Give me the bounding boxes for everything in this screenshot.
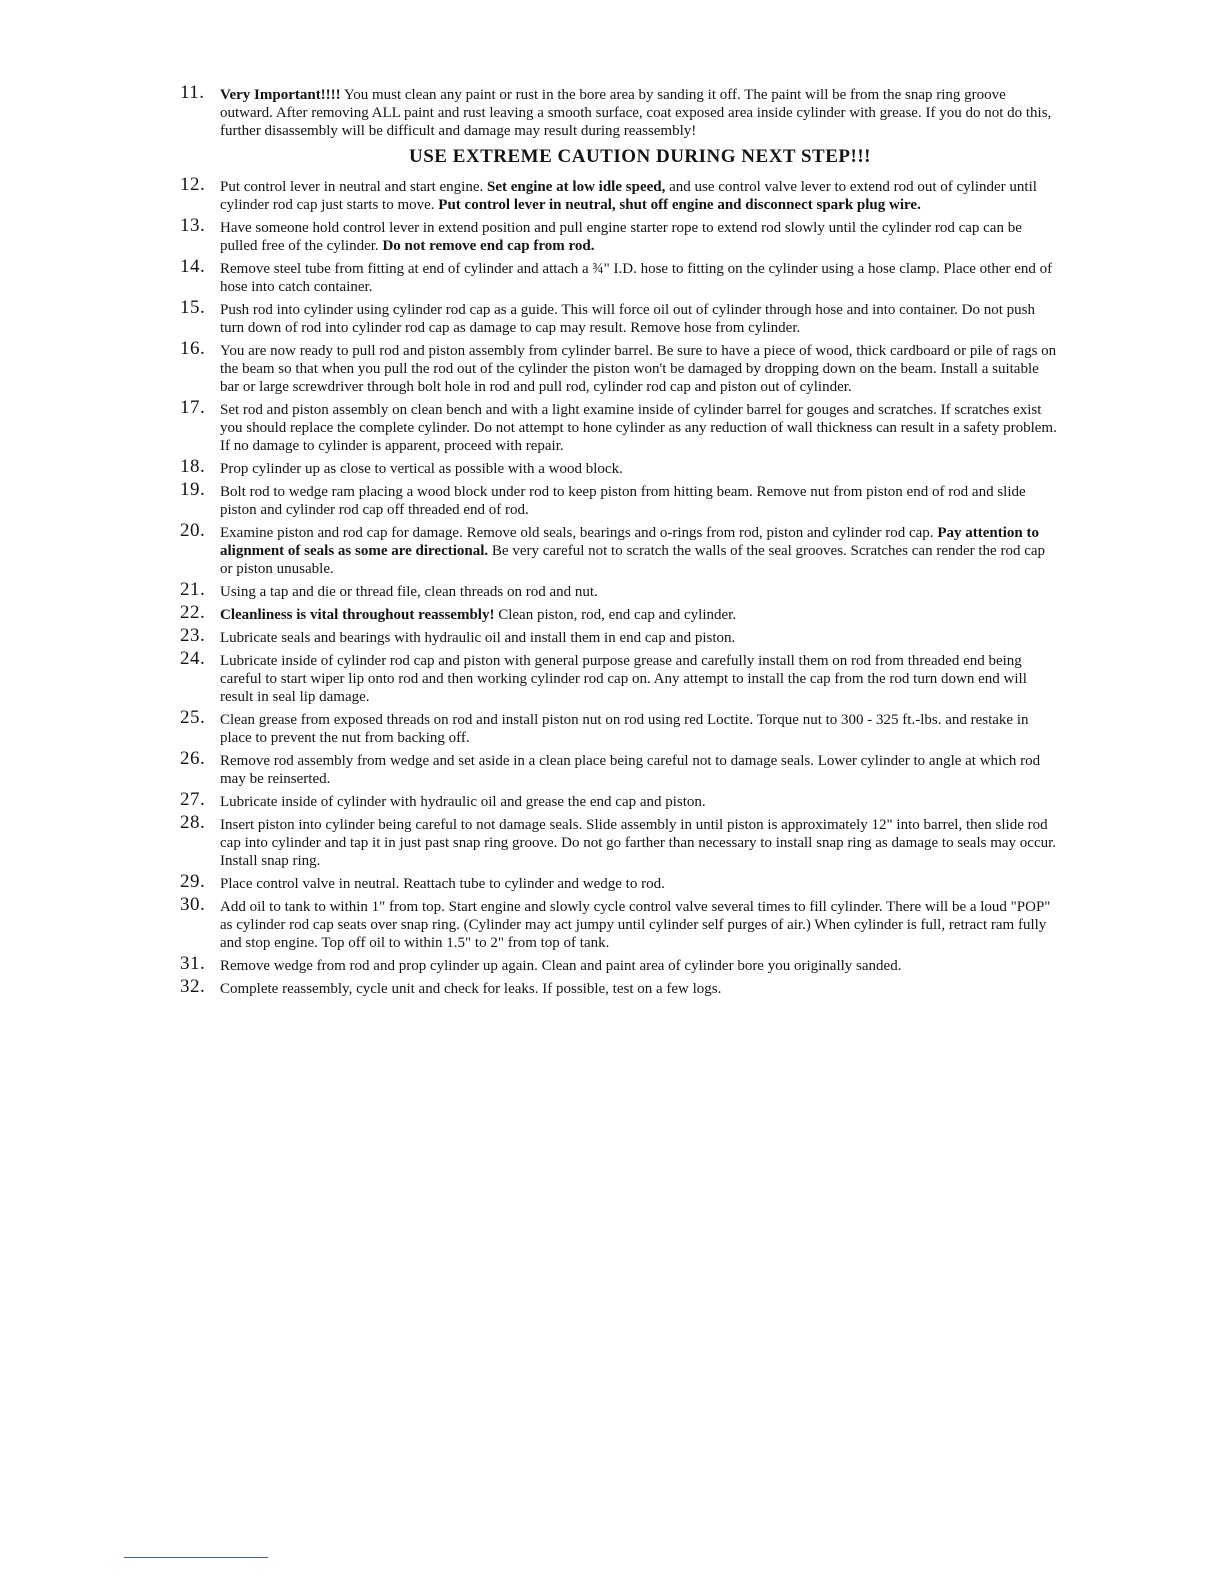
step-number: 15. — [180, 297, 206, 318]
step-item — [180, 707, 1060, 747]
step-text-run: Put control lever in neutral and start engine. — [220, 179, 488, 195]
step-text-run: Have someone hold control lever in extend position and pull engine starter rope to extend rod slowly until the cylinder rod cap can be pulled free of the cylinder. — [220, 220, 1022, 254]
step-number: 25. — [180, 707, 206, 728]
step-item — [180, 256, 1060, 296]
step-text — [220, 302, 1035, 336]
step-text-bold: Do not remove end cap from rod. — [382, 238, 595, 254]
step-text — [220, 461, 623, 477]
step-item — [180, 297, 1060, 337]
step-number: 16. — [180, 338, 206, 359]
step-number: 31. — [180, 953, 206, 974]
step-item — [180, 174, 1060, 214]
step-item — [180, 397, 1060, 455]
step-text-run: Insert piston into cylinder being careful to not damage seals. Slide assembly in until piston is approximately 12" into barrel, then slide rod cap into cylinder and tap it in just past snap ring groove. Do not go farther than necessary to install snap ring as damage to seals may occur. Install snap ring. — [220, 817, 1057, 869]
footer-rule — [124, 1557, 268, 1558]
step-item — [180, 894, 1060, 952]
step-text-run: Clean grease from exposed threads on rod and install piston nut on rod using red Loctite. Torque nut to 300 - 325 ft.-lbs. and restake in place to prevent the nut from backing off. — [220, 712, 1029, 746]
step-text-run: Remove rod assembly from wedge and set aside in a clean place being careful not to damage seals. Lower cylinder to angle at which rod may be reinserted. — [220, 753, 1041, 787]
step-number: 13. — [180, 215, 206, 236]
step-text — [220, 899, 1050, 951]
step-text — [220, 261, 1052, 295]
step-number: 21. — [180, 579, 206, 600]
step-text-bold: Cleanliness is vital throughout reassembly! — [220, 607, 495, 623]
step-text-run: Clean piston, rod, end cap and cylinder. — [494, 607, 737, 623]
step-text — [220, 87, 1051, 139]
step-item — [180, 871, 1060, 893]
step-text — [220, 653, 1027, 705]
step-text — [220, 179, 1037, 213]
step-text — [220, 402, 1057, 454]
step-text-run: Remove wedge from rod and prop cylinder up again. Clean and paint area of cylinder bore you originally sanded. — [220, 958, 902, 974]
step-item — [180, 215, 1060, 255]
step-item — [180, 479, 1060, 519]
step-text-run: Be very careful not to scratch the walls of the seal grooves. Scratches can render the rod cap or piston unusable. — [220, 543, 1046, 577]
step-text-run: Remove steel tube from fitting at end of cylinder and attach a ¾" I.D. hose to fitting on the cylinder using a hose clamp. Place other end of hose into catch container. — [220, 261, 1053, 295]
step-text — [220, 220, 1022, 254]
step-item — [180, 338, 1060, 396]
step-number: 23. — [180, 625, 206, 646]
step-text — [220, 484, 1026, 518]
step-text — [220, 343, 1056, 395]
step-text-bold: Set engine at low idle speed, — [487, 179, 666, 195]
instruction-page — [180, 82, 1060, 1003]
step-item — [180, 602, 1060, 624]
step-number: 11. — [180, 82, 205, 103]
step-text-run: Prop cylinder up as close to vertical as possible with a wood block. — [220, 461, 623, 477]
step-text — [220, 630, 735, 646]
step-number: 29. — [180, 871, 206, 892]
step-number: 17. — [180, 397, 206, 418]
step-text-run: Place control valve in neutral. Reattach tube to cylinder and wedge to rod. — [220, 876, 665, 892]
step-number: 14. — [180, 256, 206, 277]
step-text-run: Lubricate inside of cylinder rod cap and piston with general purpose grease and carefully install them on rod from threaded end being careful to start wiper lip onto rod and then working cylinder rod cap on. Any attempt to install the cap from the rod turn down end will result in seal lip damage. — [220, 653, 1027, 705]
step-number: 27. — [180, 789, 206, 810]
step-text-run: You are now ready to pull rod and piston assembly from cylinder barrel. Be sure to have a piece of wood, thick cardboard or pile of rags on the beam so that when you pull the rod out of the cylinder the piston won't be damaged by dropping down on the beam. Install a suitable bar or large screwdriver through bolt hole in rod and pull rod, cylinder rod cap and piston out of cylinder. — [220, 343, 1057, 395]
step-text-run: Using a tap and die or thread file, clean threads on rod and nut. — [220, 584, 598, 600]
step-text-run: and use control valve lever to extend rod out of cylinder until cylinder rod cap just starts to move. — [220, 179, 1037, 213]
step-text — [220, 876, 665, 892]
step-text — [220, 958, 901, 974]
step-number: 28. — [180, 812, 206, 833]
step-item — [180, 812, 1060, 870]
step-text-bold: Pay attention to alignment of seals as some are directional. — [220, 525, 1039, 559]
steps-list-start — [180, 82, 1060, 140]
step-text — [220, 817, 1056, 869]
step-text-run: Bolt rod to wedge ram placing a wood block under rod to keep piston from hitting beam. Remove nut from piston end of rod and slide piston and cylinder rod cap off threaded end of rod. — [220, 484, 1026, 518]
step-item — [180, 456, 1060, 478]
step-text-run: Examine piston and rod cap for damage. Remove old seals, bearings and o-rings from rod, piston and cylinder rod cap. — [220, 525, 938, 541]
step-text — [220, 525, 1045, 577]
step-text-run: Lubricate inside of cylinder with hydraulic oil and grease the end cap and piston. — [220, 794, 706, 810]
step-text — [220, 712, 1029, 746]
step-number: 30. — [180, 894, 206, 915]
step-item — [180, 648, 1060, 706]
step-number: 26. — [180, 748, 206, 769]
step-number: 18. — [180, 456, 206, 477]
step-item — [180, 82, 1060, 140]
step-text — [220, 981, 721, 997]
step-number: 20. — [180, 520, 206, 541]
steps-list — [180, 174, 1060, 998]
step-text-run: Lubricate seals and bearings with hydraulic oil and install them in end cap and piston. — [220, 630, 736, 646]
step-text — [220, 607, 736, 623]
step-item — [180, 520, 1060, 578]
step-text-bold: Very Important!!!! — [220, 87, 341, 103]
step-text-run: Set rod and piston assembly on clean bench and with a light examine inside of cylinder barrel for gouges and scratches. If scratches exist you should replace the complete cylinder. Do not attempt to hone cylinder as any reduction of wall thickness can result in a safety problem. If no damage to cylinder is apparent, proceed with repair. — [220, 402, 1057, 454]
step-item — [180, 748, 1060, 788]
step-number: 24. — [180, 648, 206, 669]
step-item — [180, 579, 1060, 601]
step-text — [220, 584, 598, 600]
step-number: 12. — [180, 174, 206, 195]
step-number: 19. — [180, 479, 206, 500]
step-item — [180, 789, 1060, 811]
step-text-run: You must clean any paint or rust in the bore area by sanding it off. The paint will be from the snap ring groove outward. After removing ALL paint and rust leaving a smooth surface, coat exposed area inside cylinder with grease. If you do not do this, further disassembly will be difficult and damage may result during reassembly! — [220, 87, 1052, 139]
step-text — [220, 794, 706, 810]
step-text-run: Add oil to tank to within 1" from top. Start engine and slowly cycle control valve several times to fill cylinder. There will be a loud "POP" as cylinder rod cap seats over snap ring. (Cylinder may act jumpy until cylinder self purges of air.) When cylinder is full, retract ram fully and stop engine. Top off oil to within 1.5" to 2" from top of tank. — [220, 899, 1051, 951]
step-number: 22. — [180, 602, 206, 623]
step-item — [180, 953, 1060, 975]
caution-heading: USE EXTREME CAUTION DURING NEXT STEP!!! — [408, 146, 871, 167]
step-text-bold: Put control lever in neutral, shut off engine and disconnect spark plug wire. — [438, 197, 921, 213]
step-item — [180, 625, 1060, 647]
step-text-run: Complete reassembly, cycle unit and check for leaks. If possible, test on a few logs. — [220, 981, 722, 997]
step-number: 32. — [180, 976, 206, 997]
step-text — [220, 753, 1040, 787]
step-text-run: Push rod into cylinder using cylinder rod cap as a guide. This will force oil out of cylinder through hose and into container. Do not push turn down of rod into cylinder rod cap as damage to cap may result. Remove hose from cylinder. — [220, 302, 1035, 336]
step-item — [180, 976, 1060, 998]
